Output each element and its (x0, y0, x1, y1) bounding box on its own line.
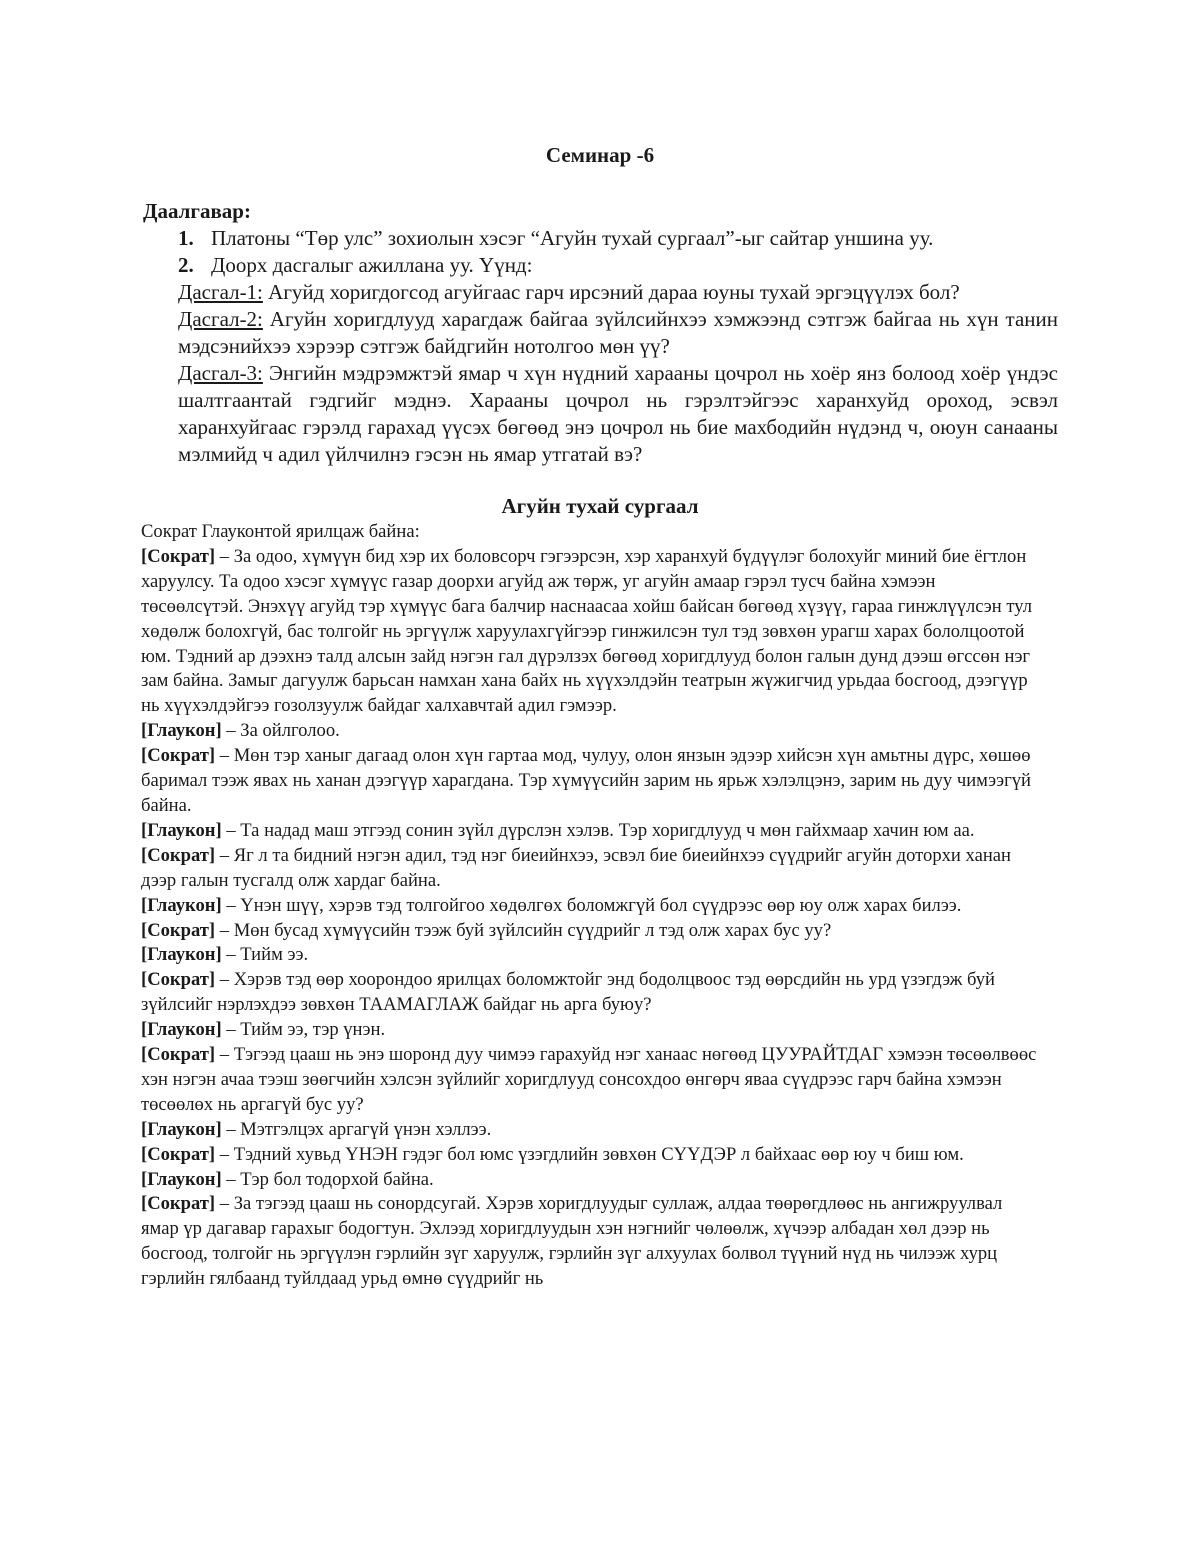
dialogue-line (141, 1168, 1041, 1193)
item-number: 1. (178, 226, 194, 250)
dialogue-line (141, 819, 1041, 844)
speech-text: – За тэгээд цааш нь сонордсугай. Хэрэв хоригдлуудыг суллаж, алдаа төөрөгдлөөс нь ангижруулвал ямар үр дагавар гарахыг бодогтун. Эхлээд хоригдлуудын хэн нэгнийг чөлөөлж, хүчээр албадан хөл дээр нь босгоод, толгойг нь эргүүлэн гэрлийн зүг харуулж, гэрлийн зүг алхуулах болвол түүний нүд нь чилээж хурц гэрлийн гялбаанд туйлдаад урьд өмнө сүүдрийг нь (141, 1193, 1003, 1290)
speaker-name: [Сократ] (141, 1044, 216, 1066)
speaker-name: [Сократ] (141, 1193, 216, 1215)
dialogue-line (141, 744, 1041, 819)
speaker-name: [Сократ] (141, 1143, 216, 1165)
speech-text: – Та надад маш этгээд сонин зүйл дүрслэн хэлэв. Тэр хоригдлууд ч мөн гайхмаар хачин юм аа. (221, 819, 975, 841)
dialogue-line (141, 545, 1041, 719)
exercise-1 (178, 279, 1058, 306)
speech-text: – Үнэн шүү, хэрэв тэд толгойгоо хөдөлгөх боломжгүй бол сүүдрээс өөр юу олж харах билээ. (221, 894, 962, 916)
dialogue-line (141, 1118, 1041, 1143)
item-text: Доорх дасгалыг ажиллана уу. Үүнд: (211, 253, 533, 277)
speaker-name: [Глаукон] (141, 819, 222, 841)
speaker-name: [Сократ] (141, 745, 216, 767)
dialogue-body (141, 520, 1041, 1292)
speaker-name: [Глаукон] (141, 1118, 222, 1140)
dialogue-intro: Сократ Глауконтой ярилцаж байна: (141, 521, 420, 542)
page-title: Семинар -6 (545, 143, 655, 167)
assignment-item (178, 252, 1058, 279)
speaker-name: [Сократ] (141, 844, 216, 866)
dialogue-line (141, 968, 1041, 1018)
assignment-heading: Даалгавар: (143, 199, 251, 223)
speech-text: – Тэгээд цааш нь энэ шоронд дуу чимээ гарахуйд нэг ханаас нөгөөд ЦУУРАЙТДАГ хэмээн төсөөлвөөс хэн нэгэн ачаа тээш зөөгчийн хэлсэн зүйлийг хоригдлууд сонсохдоо өнгөрч яваа сүүдрээс гарч байна хэмээн төсөөлөх нь аргагүй бус уу? (141, 1044, 1037, 1115)
dialogue-line (141, 894, 1041, 919)
section-title: Агуйн тухай сургаал (501, 494, 699, 518)
item-text: Платоны “Төр улс” зохиолын хэсэг “Агуйн тухай сургаал”-ыг сайтар уншина уу. (211, 226, 934, 250)
dialogue-line (141, 1192, 1041, 1292)
speech-text: – Тэр бол тодорхой байна. (221, 1168, 434, 1190)
exercise-label: Дасгал-1: (178, 280, 263, 304)
speech-text: – Яг л та бидний нэгэн адил, тэд нэг биеийнхээ, эсвэл бие биеийнхээ сүүдрийг агуйн доторхи ханан дээр галын тусгалд олж хардаг байна. (141, 844, 1011, 891)
speaker-name: [Сократ] (141, 545, 216, 567)
speech-text: – Хэрэв тэд өөр хоорондоо ярилцах боломжтойг энд бодолцвоос тэд өөрсдийн нь урд үзэгдэж буй зүйлсийг нэрлэхдээ зөвхөн ТААМАГЛАЖ байдаг нь арга буюу? (141, 969, 995, 1016)
assignment-item (178, 225, 1058, 252)
speech-text: – Мөн бусад хүмүүсийн тээж буй зүйлсийн сүүдрийг л тэд олж харах бус уу? (215, 919, 832, 941)
exercise-label: Дасгал-2: (178, 307, 263, 331)
speaker-name: [Сократ] (141, 919, 216, 941)
exercise-3 (178, 360, 1058, 468)
dialogue-line (141, 919, 1041, 944)
dialogue-line (141, 844, 1041, 894)
exercise-2 (178, 306, 1058, 360)
speaker-name: [Глаукон] (141, 1168, 222, 1190)
dialogue-line (141, 1043, 1041, 1118)
speaker-name: [Глаукон] (141, 1019, 222, 1041)
speech-text: – Тийм ээ. (221, 944, 309, 966)
speaker-name: [Глаукон] (141, 894, 222, 916)
exercise-text: Агуйн хоригдлууд харагдаж байгаа зүйлсийнхээ хэмжээнд сэтгэж байгаа нь хүн танин мэдсэнийхээ хэрээр сэтгэж байдгийн нотолгоо мөн үү? (178, 307, 1058, 358)
dialogue-line (141, 943, 1041, 968)
assignment-list (178, 225, 1058, 468)
speaker-name: [Сократ] (141, 969, 216, 991)
exercise-text: Агуйд хоригдогсод агуйгаас гарч ирсэний дараа юуны тухай эргэцүүлэх бол? (262, 280, 960, 304)
dialogue-line (141, 719, 1041, 744)
speech-text: – Мөн тэр ханыг дагаад олон хүн гартаа мод, чулуу, олон янзын эдээр хийсэн хүн амьтны дүрс, хөшөө баримал тээж явах нь ханан дээгүүр харагдана. Тэр хүмүүсийн зарим нь ярьж хэлэлцэнэ, зарим нь дуу чимээгүй байна. (141, 745, 1031, 816)
dialogue-line (141, 1018, 1041, 1043)
speech-text: – За одоо, хүмүүн бид хэр их боловсорч гэгээрсэн, хэр харанхуй бүдүүлэг болохуйг миний бие ёгтлон харуулсу. Та одоо хэсэг хүмүүс газар доорхи агуйд аж төрж, уг агуйн амаар гэрэл тусч байна хэмээн төсөөлсүтэй. Энэхүү агуйд тэр хүмүүс бага балчир наснаасаа хойш байсан бөгөөд хүзүү, гараа гинжлүүлсэн тул хөдөлж болохгүй, бас толгойг нь эргүүлж харуулахгүйгээр гинжилсэн тул тэд зөвхөн урагш харах бололцоотой юм. Тэдний ар дээхнэ талд алсын зайд нэгэн гал дүрэлзэх бөгөөд хоригдлууд болон галын дунд дээш өгссөн нэг зам байна. Замыг дагуулж барьсан намхан хана байх нь хүүхэлдэйн театрын жүжигчид урьдаа босгоод, дээгүүр нь хүүхэлдэйгээ гозолзуулж байдаг халхавчтай адил гэмээр. (141, 545, 1032, 717)
speech-text: – Мэтгэлцэх аргагүй үнэн хэллээ. (221, 1118, 492, 1140)
exercise-text: Энгийн мэдрэмжтэй ямар ч хүн нүдний харааны цочрол нь хоёр янз болоод хоёр үндэс шалтгаантай гэдгийг мэднэ. Харааны цочрол нь гэрэлтэйгээс харанхуйд ороход, эсвэл харанхуйгаас гэрэлд гарахад үүсэх бөгөөд энэ цочрол нь бие махбодийн нүдэнд ч, оюун санааны мэлмийд ч адил үйлчилнэ гэсэн нь ямар утгатай вэ? (178, 361, 1058, 466)
speaker-name: [Глаукон] (141, 720, 222, 742)
speech-text: – Тэдний хувьд ҮНЭН гэдэг бол юмс үзэгдлийн зөвхөн СҮҮДЭР л байхаас өөр юу ч биш юм. (215, 1143, 964, 1165)
exercise-label: Дасгал-3: (178, 361, 263, 385)
speech-text: – За ойлголоо. (221, 720, 340, 742)
speaker-name: [Глаукон] (141, 944, 222, 966)
speech-text: – Тийм ээ, тэр үнэн. (221, 1019, 386, 1041)
item-number: 2. (178, 253, 194, 277)
dialogue-line (141, 1143, 1041, 1168)
